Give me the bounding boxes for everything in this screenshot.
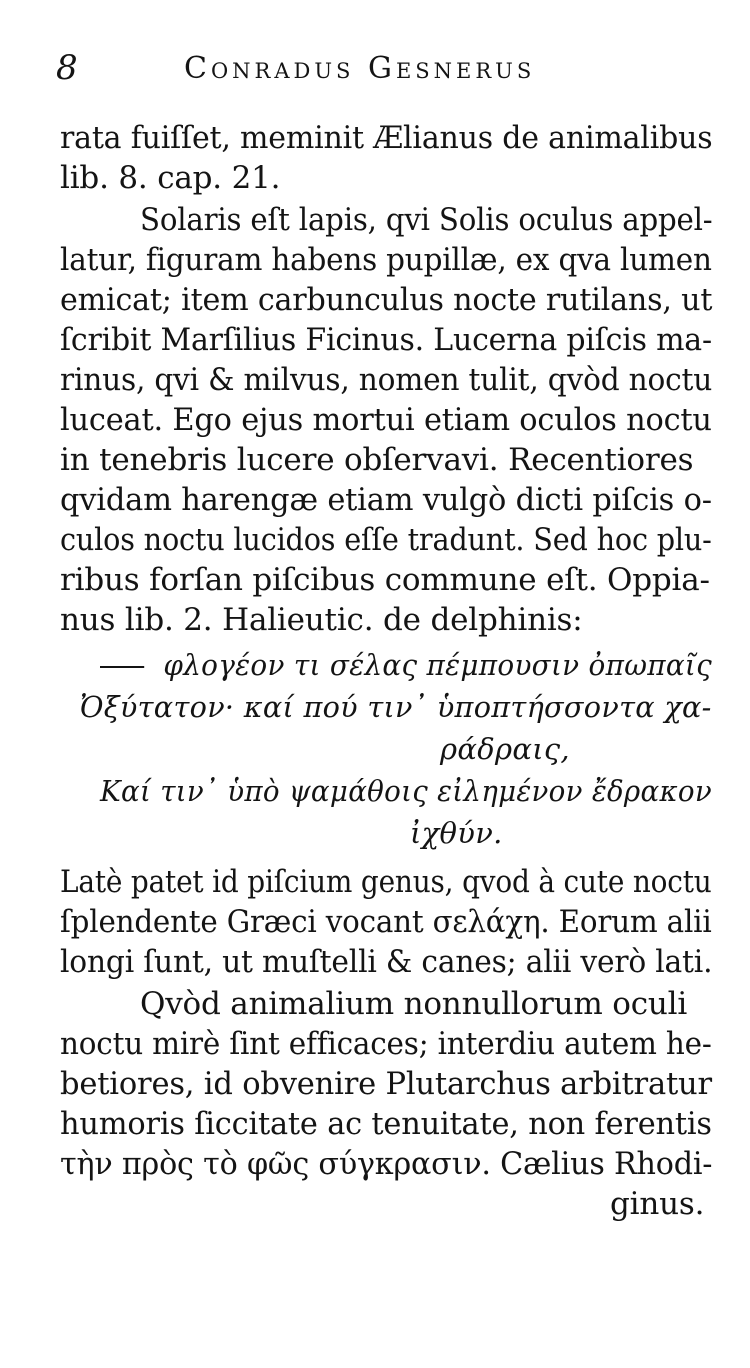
text-line: noctu mirè ſint efficaces; interdiu autem he- <box>60 1026 712 1062</box>
page-number: 8 <box>56 48 78 88</box>
text-line: rinus, qvi & milvus, nomen tulit, qvòd noctu <box>60 362 713 398</box>
text-line: lib. 8. cap. 21. <box>60 160 281 196</box>
text-line: ginus. <box>610 1186 705 1222</box>
text-line: Solaris eſt lapis, qvi Solis oculus appel- <box>140 202 713 238</box>
text-line: latur, figuram habens pupillæ, ex qva lumen <box>60 242 712 278</box>
text-line: longi ſunt, ut muſtelli & canes; alii verò lati. <box>60 944 713 980</box>
text-line: culos noctu lucidos eſſe tradunt. Sed hoc plu- <box>60 522 712 558</box>
text-line: betiores, id obvenire Plutarchus arbitratur <box>60 1066 712 1102</box>
text-line: τὴν πρὸς τὸ φῶς σύγκρασιν. Cælius Rhodi- <box>60 1146 713 1182</box>
text-line: Latè patet id piſcium genus, qvod à cute noctu <box>60 864 712 900</box>
text-line: qvidam harengæ etiam vulgò dicti piſcis o- <box>60 482 712 518</box>
running-title: Conradus Gesnerus <box>184 51 536 86</box>
greek-verse-line: φλογέον τι σέλας πέμπουσιν ὀπωπαῖς <box>100 646 712 684</box>
quotation-dash <box>100 666 144 668</box>
text-line: ſcribit Marſilius Ficinus. Lucerna piſcis ma- <box>60 322 712 358</box>
text-line: ſplendente Græci vocant σελάχη. Eorum alii <box>60 904 712 940</box>
greek-verse-line: Καί τιν᾿ ὑπὸ ψαμάθοις εἰλημένον ἔδρακον <box>100 774 712 808</box>
greek-verse-line: ἰχθύν. <box>410 816 503 850</box>
text-line: emicat; item carbunculus nocte rutilans, ut <box>60 282 713 318</box>
text-line: luceat. Ego ejus mortui etiam oculos noctu <box>60 402 712 438</box>
greek-verse-line: Ὀξύτατον· καί πού τιν᾿ ὑποπτήσσοντα χα- <box>80 690 712 724</box>
text-line: rata fuiſſet, meminit Ælianus de animalibus <box>60 120 713 156</box>
running-head <box>56 48 696 88</box>
text-line: humoris ſiccitate ac tenuitate, non ferentis <box>60 1106 712 1142</box>
text-line: nus lib. 2. Halieutic. de delphinis: <box>60 602 583 638</box>
text-line: Qvòd animalium nonnullorum oculi <box>140 986 688 1022</box>
text-line: ribus forſan piſcibus commune eſt. Oppia- <box>60 562 710 598</box>
text-line: in tenebris lucere obſervavi. Recentiores <box>60 442 694 478</box>
greek-verse-line: ράδραις, <box>440 732 570 766</box>
